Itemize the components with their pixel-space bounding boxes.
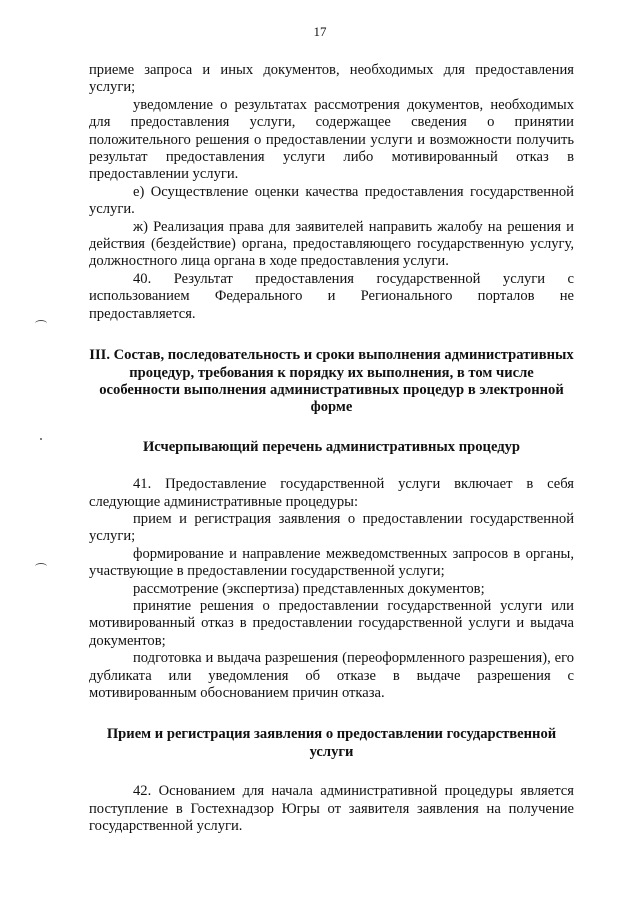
paragraph: е) Осуществление оценки качества предоставления государственной услуги.	[89, 183, 574, 218]
subheading: Исчерпывающий перечень административных процедур	[142, 438, 521, 455]
paragraph: принятие решения о предоставлении государственной услуги или мотивированный отказ в предоставлении государственной услуги и выдача документов;	[89, 597, 574, 649]
paragraph: подготовка и выдача разрешения (переоформленного разрешения), его дубликата или уведомления об отказе в выдаче разрешения с мотивированным обоснованием причин отказа.	[89, 650, 574, 701]
paragraph: приеме запроса и иных документов, необходимых для предоставления услуги;	[89, 62, 574, 96]
paragraph: 41. Предоставление государственной услуги включает в себя следующие административные процедуры:	[89, 476, 574, 510]
paragraph: уведомление о результатах рассмотрения документов, необходимых для предоставления услуги, содержащее сведения о принятии положительного решения о предоставлении услуги и возможности получить результат предоставления услуги либо мотивированный отказ в предоставлении услуги.	[89, 96, 574, 183]
paragraph: ж) Реализация права для заявителей направить жалобу на решения и действия (бездействие) органа, предоставляющего государственную услугу, должностного лица органа в ходе предоставления услуги.	[89, 218, 574, 270]
paragraph: 40. Результат предоставления государственной услуги с использованием Федерального и Регионального порталов не предоставляется.	[89, 270, 574, 322]
section-heading: III. Состав, последовательность и сроки выполнения административных процедур, требования к порядку их выполнения, в том числе особенности выполнения административных процедур в электронной форме	[89, 347, 574, 416]
margin-mark	[35, 563, 47, 570]
paragraph: рассмотрение (экспертиза) представленных документов;	[133, 580, 485, 597]
paragraph: 42. Основанием для начала административной процедуры является поступление в Гостехнадзор Югры от заявителя заявления на получение государственной услуги.	[89, 783, 574, 835]
document-body	[89, 62, 574, 835]
subheading: Прием и регистрация заявления о предоставлении государственной услуги	[106, 726, 557, 760]
page-number: 17	[313, 24, 327, 39]
margin-mark	[35, 320, 47, 327]
margin-dot	[40, 438, 42, 440]
paragraph: прием и регистрация заявления о предоставлении государственной услуги;	[89, 510, 574, 545]
paragraph: формирование и направление межведомственных запросов в органы, участвующие в предоставлении государственной услуги;	[89, 545, 574, 580]
